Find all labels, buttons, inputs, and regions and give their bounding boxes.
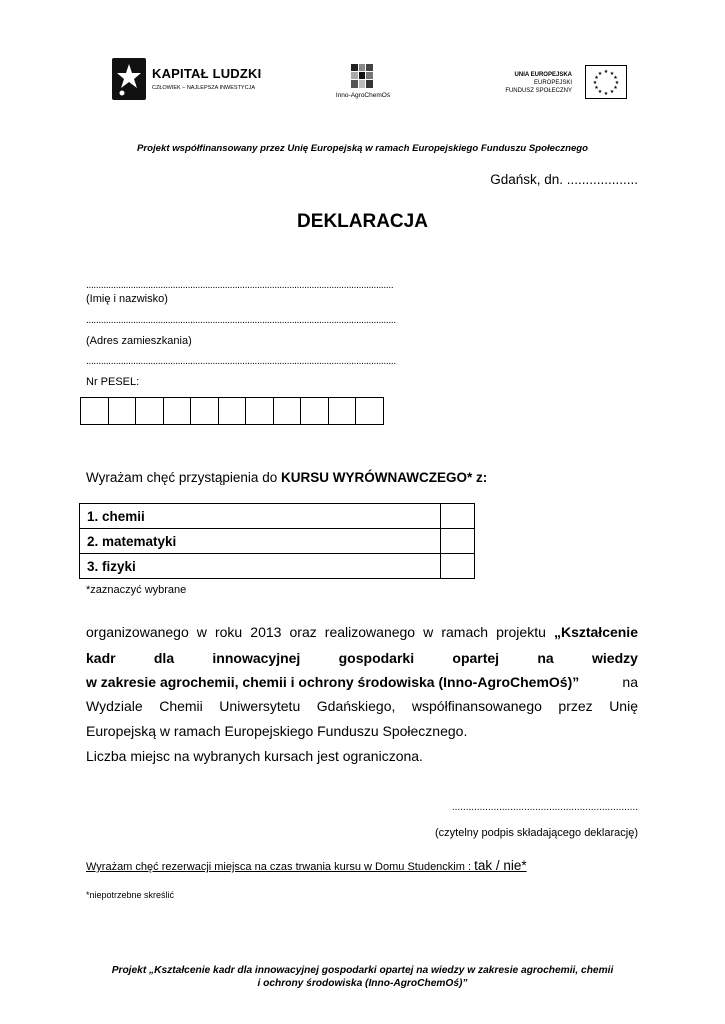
paragraph-word: na bbox=[537, 650, 554, 666]
declaration-prefix: Wyrażam chęć przystąpienia do bbox=[86, 470, 281, 485]
eu-logo-text bbox=[492, 71, 572, 95]
footer-line-2: i ochrony środowiska (Inno-AgroChemOś)” bbox=[257, 978, 468, 989]
courses-table bbox=[79, 503, 475, 579]
kapital-ludzki-subtitle: CZŁOWIEK – NAJLEPSZA INWESTYCJA bbox=[152, 85, 255, 91]
course-label: 3. fizyki bbox=[80, 554, 441, 579]
paragraph-line-1-text: organizowanego w roku 2013 oraz realizowanego w ramach projektu bbox=[86, 624, 554, 640]
pesel-digit-box[interactable] bbox=[81, 398, 109, 425]
address-label: (Adres zamieszkania) bbox=[86, 335, 192, 347]
svg-text:★: ★ bbox=[603, 91, 609, 97]
courses-note: *zaznaczyć wybrane bbox=[86, 584, 187, 596]
course-checkbox[interactable] bbox=[441, 529, 475, 554]
course-row bbox=[80, 529, 475, 554]
svg-text:★: ★ bbox=[597, 71, 603, 77]
reservation-text bbox=[86, 858, 527, 873]
paragraph-word: wiedzy bbox=[592, 650, 638, 666]
svg-text:★: ★ bbox=[597, 89, 603, 95]
place-date: Gdańsk, dn. ................... bbox=[490, 172, 638, 187]
course-row bbox=[80, 554, 475, 579]
pesel-digit-box[interactable] bbox=[191, 398, 219, 425]
pesel-digit-box[interactable] bbox=[108, 398, 136, 425]
page-title: DEKLARACJA bbox=[297, 211, 428, 232]
course-checkbox[interactable] bbox=[441, 554, 475, 579]
paragraph-word: dla bbox=[153, 650, 175, 666]
paragraph-line-5: Europejską w ramach Europejskiego Funduszu Społecznego. bbox=[86, 723, 468, 739]
inno-pixel-icon bbox=[351, 64, 373, 88]
course-label: 2. matematyki bbox=[80, 529, 441, 554]
eu-line1: UNIA EUROPEJSKA bbox=[514, 72, 572, 78]
kapital-ludzki-title: KAPITAŁ LUDZKI bbox=[152, 66, 262, 81]
paragraph-line-1 bbox=[86, 624, 638, 640]
eu-flag-icon bbox=[585, 65, 627, 99]
project-name-end: w zakresie agrochemii, chemii i ochrony środowiska (Inno-AgroChemOś)” bbox=[86, 674, 580, 690]
signature-line[interactable]: ................................................................... bbox=[451, 802, 638, 813]
address-line-1[interactable]: ............................................................................................................................. bbox=[86, 315, 396, 326]
paragraph-word: innowacyjnej bbox=[212, 650, 301, 666]
svg-text:★: ★ bbox=[594, 85, 599, 91]
kapital-ludzki-star-icon bbox=[112, 58, 146, 100]
pesel-digit-box[interactable] bbox=[273, 398, 301, 425]
pesel-digit-box[interactable] bbox=[163, 398, 191, 425]
paragraph-word: kadr bbox=[86, 650, 116, 666]
svg-text:★: ★ bbox=[614, 80, 620, 86]
reservation-note: *niepotrzebne skreślić bbox=[86, 890, 175, 900]
pesel-boxes[interactable] bbox=[80, 397, 384, 425]
eu-line2: EUROPEJSKI bbox=[533, 80, 572, 86]
pesel-label: Nr PESEL: bbox=[86, 376, 140, 388]
pesel-digit-box[interactable] bbox=[301, 398, 329, 425]
name-line[interactable]: ............................................................................................................................ bbox=[86, 280, 394, 291]
address-line-2[interactable]: ............................................................................................................................. bbox=[86, 356, 396, 367]
svg-text:★: ★ bbox=[603, 69, 609, 75]
declaration-text bbox=[86, 470, 487, 485]
svg-text:★: ★ bbox=[609, 89, 615, 95]
cofinancing-note: Projekt współfinansowany przez Unię Europejską w ramach Europejskiego Funduszu Społecznego bbox=[137, 143, 588, 154]
kapital-ludzki-logo bbox=[112, 56, 262, 102]
paragraph-line-3-tail: na bbox=[622, 674, 638, 690]
paragraph-line-4: Wydziale Chemii Uniwersytetu Gdańskiego, współfinansowanego przez Unię bbox=[86, 698, 638, 714]
pesel-digit-box[interactable] bbox=[356, 398, 384, 425]
paragraph-word: gospodarki bbox=[338, 650, 415, 666]
svg-text:★: ★ bbox=[592, 80, 598, 86]
eu-logo bbox=[492, 65, 628, 101]
footer-line-1: Projekt „Kształcenie kadr dla innowacyjnej gospodarki opartej na wiedzy w zakresie agrochemii, chemii bbox=[111, 965, 614, 976]
course-checkbox[interactable] bbox=[441, 504, 475, 529]
svg-text:★: ★ bbox=[613, 85, 618, 91]
reservation-question: Wyrażam chęć rezerwacji miejsca na czas trwania kursu w Domu Studenckim : bbox=[86, 861, 475, 873]
pesel-digit-box[interactable] bbox=[246, 398, 274, 425]
reservation-options[interactable]: tak / nie* bbox=[474, 858, 527, 873]
inno-logo-text: Inno-AgroChemOś bbox=[335, 92, 391, 99]
footer bbox=[0, 964, 725, 990]
paragraph-line-2 bbox=[86, 650, 638, 666]
pesel-digit-box[interactable] bbox=[328, 398, 356, 425]
svg-text:★: ★ bbox=[613, 75, 618, 81]
pesel-digit-box[interactable] bbox=[218, 398, 246, 425]
eu-line3: FUNDUSZ SPOŁECZNY bbox=[505, 88, 572, 94]
paragraph-line-3 bbox=[86, 674, 638, 690]
declaration-course-type: KURSU WYRÓWNAWCZEGO* z: bbox=[280, 470, 488, 485]
paragraph-word: opartej bbox=[452, 650, 500, 666]
inno-agrochemos-logo bbox=[328, 60, 398, 104]
svg-text:★: ★ bbox=[609, 71, 615, 77]
pesel-digit-box[interactable] bbox=[136, 398, 164, 425]
course-row bbox=[80, 504, 475, 529]
signature-caption: (czytelny podpis składającego deklarację) bbox=[435, 827, 638, 839]
paragraph-line-6: Liczba miejsc na wybranych kursach jest ograniczona. bbox=[86, 748, 423, 764]
name-label: (Imię i nazwisko) bbox=[86, 293, 168, 305]
svg-text:★: ★ bbox=[594, 75, 599, 81]
course-label: 1. chemii bbox=[80, 504, 441, 529]
project-name-start: „Kształcenie bbox=[553, 624, 638, 640]
